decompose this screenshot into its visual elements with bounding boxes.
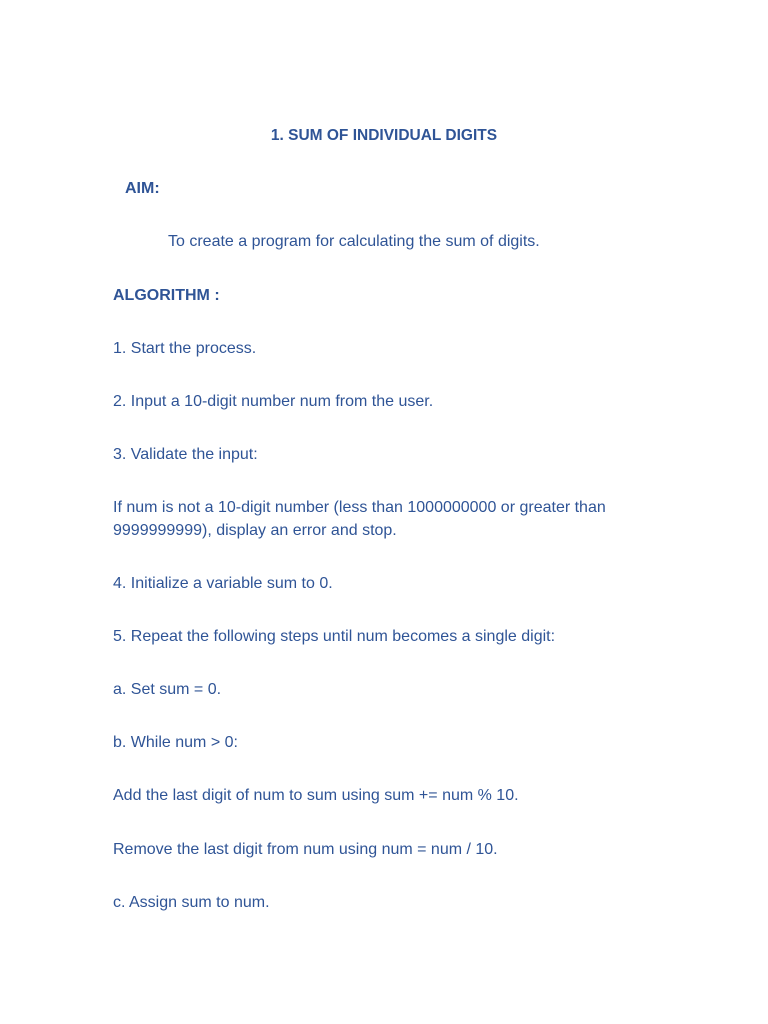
algorithm-detail: Add the last digit of num to sum using sum += num % 10.	[113, 787, 519, 804]
algorithm-substep: c. Assign sum to num.	[113, 894, 270, 911]
algorithm-heading: ALGORITHM :	[113, 287, 220, 304]
aim-text: To create a program for calculating the sum of digits.	[168, 233, 540, 250]
algorithm-detail: Remove the last digit from num using num = num / 10.	[113, 841, 498, 858]
algorithm-substep: a. Set sum = 0.	[113, 681, 222, 698]
aim-heading: AIM:	[125, 180, 160, 197]
document-title: 1. SUM OF INDIVIDUAL DIGITS	[270, 127, 498, 144]
algorithm-step: 2. Input a 10-digit number num from the user.	[113, 393, 434, 410]
algorithm-step: 4. Initialize a variable sum to 0.	[113, 575, 333, 592]
validation-note: If num is not a 10-digit number (less than 1000000000 or greater than 9999999999), display an error and stop.	[113, 499, 606, 539]
algorithm-substep: b. While num > 0:	[113, 734, 238, 751]
algorithm-step: 5. Repeat the following steps until num becomes a single digit:	[113, 628, 556, 645]
algorithm-step: 1. Start the process.	[113, 340, 257, 357]
algorithm-step: 3. Validate the input:	[113, 446, 258, 463]
